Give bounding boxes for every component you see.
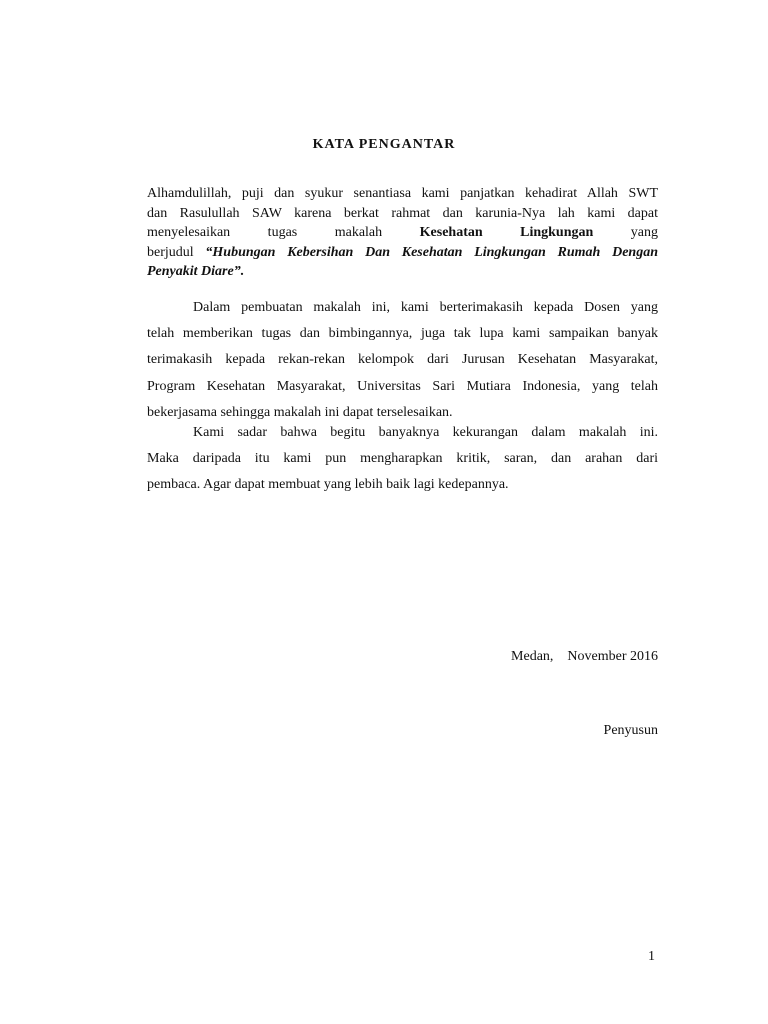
paragraph-line xyxy=(147,223,658,243)
paragraph-line: pembaca. Agar dapat membuat yang lebih baik lagi kedepannya. xyxy=(147,477,509,492)
paragraph-thanks xyxy=(147,295,658,426)
paragraph-line: bekerjasama sehingga makalah ini dapat terselesaikan. xyxy=(147,404,453,420)
place-date: Medan, November 2016 xyxy=(511,649,658,664)
page-number: 1 xyxy=(648,949,655,964)
paragraph-intro xyxy=(147,184,658,282)
paper-title: “Hubungan Kebersihan Dan Kesehatan Lingkungan Rumah Dengan xyxy=(205,244,659,260)
course-name: Kesehatan Lingkungan xyxy=(419,225,594,240)
paragraph-closing xyxy=(147,420,658,498)
text-segment: berjudul xyxy=(147,244,194,260)
paragraph-line: Alhamdulillah, puji dan syukur senantiasa kami panjatkan kehadirat Allah SWT xyxy=(147,186,658,201)
paragraph-line: Kami sadar bahwa begitu banyaknya kekurangan dalam makalah ini. xyxy=(193,425,658,440)
paragraph-line: Maka daripada itu kami pun mengharapkan kritik, saran, dan arahan dari xyxy=(147,451,658,466)
page-title: KATA PENGANTAR xyxy=(312,137,456,152)
paragraph-line: Dalam pembuatan makalah ini, kami berterimakasih kepada Dosen yang xyxy=(193,300,658,315)
paragraph-line: Program Kesehatan Masyarakat, Universitas Sari Mutiara Indonesia, yang telah xyxy=(147,378,658,394)
paragraph-line: telah memberikan tugas dan bimbingannya, juga tak lupa kami sampaikan banyak xyxy=(147,326,658,342)
paper-title-continued: Penyakit Diare”. xyxy=(147,264,245,279)
signature-label: Penyusun xyxy=(603,723,658,738)
text-segment: yang xyxy=(630,225,659,240)
text-segment: menyelesaikan tugas makalah xyxy=(147,225,383,240)
paragraph-line xyxy=(147,243,658,263)
paragraph-line: terimakasih kepada rekan-rekan kelompok dari Jurusan Kesehatan Masyarakat, xyxy=(147,352,658,368)
paragraph-line: dan Rasulullah SAW karena berkat rahmat dan karunia-Nya lah kami dapat xyxy=(147,205,658,221)
